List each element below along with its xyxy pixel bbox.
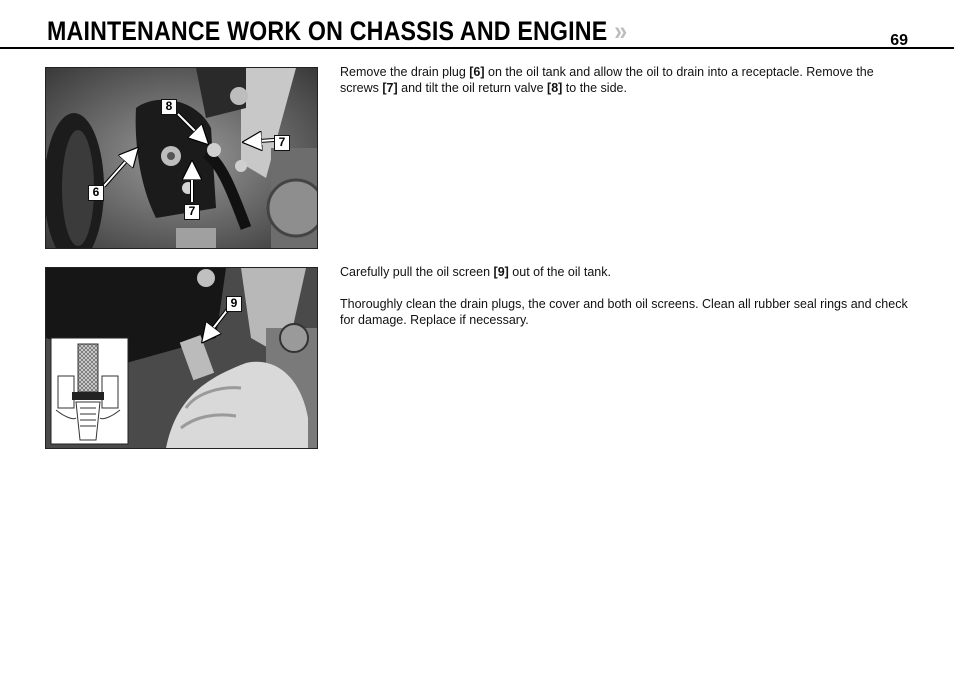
text-segment: out of the oil tank. (508, 265, 611, 279)
text-segment: Carefully pull the oil screen (340, 265, 494, 279)
callout-7-right: 7 (274, 135, 290, 151)
step-oil-screen-text (340, 264, 912, 344)
callout-9: 9 (226, 296, 242, 312)
paragraph-oil-screen (340, 264, 912, 280)
page-number: 69 (890, 32, 908, 49)
photo-oil-screen (45, 267, 318, 449)
callout-8: 8 (161, 99, 177, 115)
callout-6: 6 (88, 185, 104, 201)
photo-oil-screen-image (46, 268, 317, 448)
text-segment: on the oil tank and allow the oil to drain into a receptacle. Remove the screws (340, 65, 874, 95)
step-drain-oil-text (340, 64, 912, 112)
callout-7-bottom: 7 (184, 204, 200, 220)
text-segment: and tilt the oil return valve (397, 81, 548, 95)
photo-drain-plug (45, 67, 318, 249)
text-segment: Remove the drain plug (340, 65, 470, 79)
photo-drain-plug-image (46, 68, 317, 248)
ref-6: [6] (469, 65, 485, 79)
page-header (0, 0, 954, 52)
section-title (47, 16, 627, 47)
ref-8: [8] (547, 81, 563, 95)
paragraph-clean: Thoroughly clean the drain plugs, the cover and both oil screens. Clean all rubber seal rings and check for damage. Replace if necessary. (340, 297, 908, 327)
section-title-text: MAINTENANCE WORK ON CHASSIS AND ENGINE (47, 16, 608, 46)
paragraph-drain (340, 64, 912, 96)
text-segment: to the side. (562, 81, 627, 95)
chevron-icon: » (614, 16, 628, 46)
ref-9: [9] (493, 265, 509, 279)
ref-7: [7] (382, 81, 398, 95)
header-rule (0, 47, 954, 49)
